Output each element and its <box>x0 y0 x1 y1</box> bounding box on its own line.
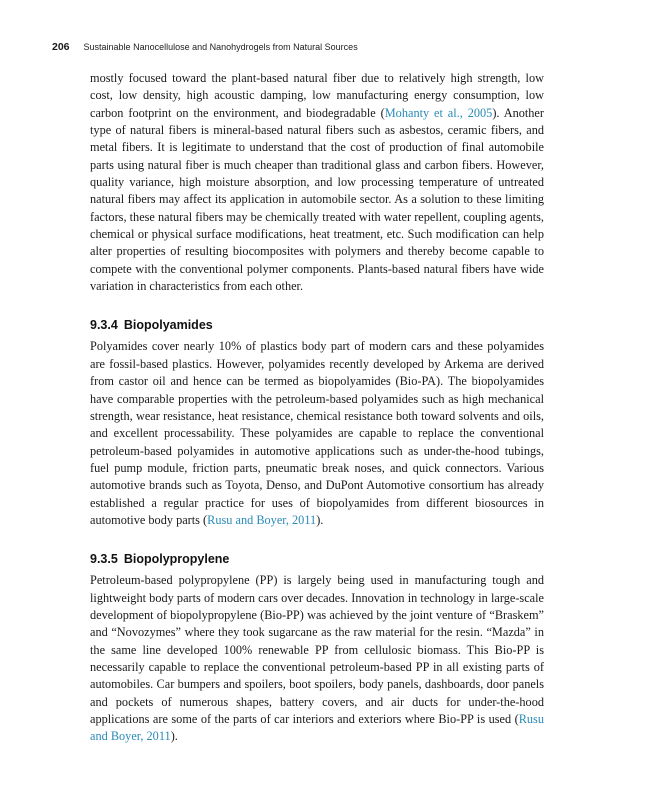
paragraph-text: ). <box>170 729 178 744</box>
citation-link[interactable]: Rusu and Boyer, 2011 <box>90 712 544 744</box>
citation-link[interactable]: Mohanty et al., 2005 <box>384 105 493 120</box>
paragraph-text: Polyamides cover nearly 10% of plastics body part of modern cars and these polyamides are fossil-based plastics. However, polyamides recently developed by Arkema are derived from castor oil and hence can be termed as biopolyamides (Bio-PA). The biopolyamides have comparable properties with the petroleum-based polyamides such as high mechanical strength, wear resistance, heat resistance, chemical resistance both toward solvents and oils, and excellent processability. These polyamides are capable to replace the conventional petroleum-based polyamides in automotive applications such as under-the-hood tubings, fuel pump module, friction parts, pneumatic break noses, and quick connectors. Various automotive brands such as Toyota, Denso, and DuPont Automotive consortium has already established a regular practice for uses of biopolyamides from different biosources in automotive body parts ( <box>90 339 544 527</box>
paragraph-text: ). <box>316 512 324 527</box>
section-number: 9.3.5 <box>90 552 118 567</box>
running-title: Sustainable Nanocellulose and Nanohydrogels from Natural Sources <box>83 42 358 52</box>
section-number: 9.3.4 <box>90 318 118 333</box>
paragraph-biopolyamides <box>90 338 544 529</box>
paragraph-text: Petroleum-based polypropylene (PP) is largely being used in manufacturing tough and lightweight body parts of modern cars over decades. Innovation in technology in large-scale development of biopolypropylene (Bio-PP) was achieved by the joint venture of “Braskem” and “Novozymes” where they took sugarcane as the raw material for the resin. “Mazda” in the same line developed 100% renewable PP from cellulosic biomass. This Bio-PP is necessarily capable to replace the conventional petroleum-based PP in all existing parts of automobiles. Car bumpers and spoilers, boot spoilers, body panels, dashboards, door panels and pockets of numerous shapes, battery covers, and air ducts for under-the-hood applications are some of the parts of car interiors and exteriors where Bio-PP is used ( <box>90 573 544 726</box>
citation-link[interactable]: Rusu and Boyer, 2011 <box>207 512 317 527</box>
paragraph-text: mostly focused toward the plant-based natural fiber due to relatively high strength, low cost, low density, high acoustic damping, low manufacturing energy consumption, low carbon footprint on the environment, and biodegradable ( <box>90 71 544 120</box>
section-title: Biopolyamides <box>123 318 213 333</box>
section-heading-biopolypropylene <box>90 551 544 567</box>
paragraph-text: ). Another type of natural fibers is mineral-based natural fibers such as asbestos, ceramic fibers, and metal fibers. It is legitimate to understand that the cost of production of final automobile parts using natural fiber is much cheaper than traditional glass and carbon fibers. However, quality variance, high moisture absorption, and low processing temperature of untreated natural fibers may affect its application in automobile sector. As a solution to these limiting factors, these natural fibers may be chemically treated with water repellent, coupling agents, chemical or physical surface modifications, heat treatment, etc. Such modification can help alter properties of resulting biocomposites with polymers and thereby become capable to compete with the conventional polymer components. Plants-based natural fibers have wide variation in characteristics from each other. <box>90 105 544 294</box>
page-number: 206 <box>52 41 70 53</box>
section-title: Biopolypropylene <box>123 552 230 567</box>
paragraph-natural-fibers <box>90 70 544 295</box>
section-heading-biopolyamides <box>90 317 544 333</box>
paragraph-biopolypropylene <box>90 572 544 745</box>
page-header <box>52 41 552 53</box>
page-content <box>90 70 544 746</box>
